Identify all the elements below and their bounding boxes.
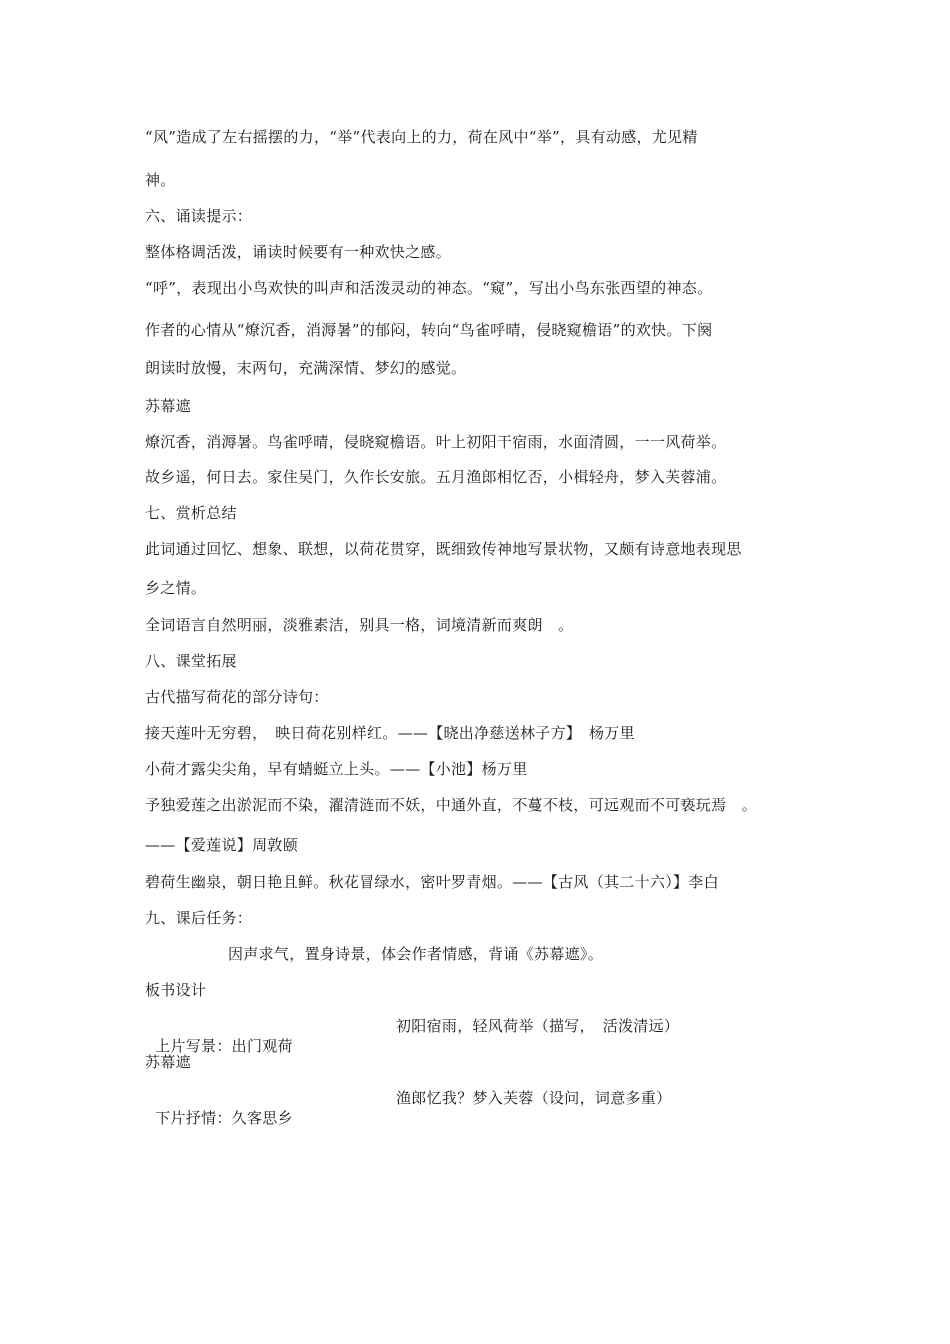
poem-line: 燎沉香，消溽暑。鸟雀呼晴，侵晓窥檐语。叶上初阳干宿雨，水面清圆，一一风荷举。: [145, 433, 727, 451]
text-line: 作者的心情从“燎沉香，消溽暑”的郁闷，转向“鸟雀呼晴，侵晓窥檐语”的欢快。下阕: [145, 321, 713, 339]
text-line: 整体格调活泼，诵读时候要有一种欢快之感。: [145, 243, 452, 261]
section-heading: 八、课堂拓展: [145, 652, 237, 670]
text-line: 全词语言自然明丽，淡雅素洁，别具一格，词境清新而爽朗 。: [145, 616, 574, 634]
board-right-cell: 渔郎忆我？梦入芙蓉（设问，词意多重）: [396, 1089, 672, 1107]
board-left-cell: 上片写景：出门观荷: [155, 1037, 293, 1055]
text-line: 此词通过回忆、想象、联想，以荷花贯穿，既细致传神地写景状物，又颇有诗意地表现思: [145, 540, 742, 558]
quote-line: 接天莲叶无穷碧， 映日荷花别样红。——【晓出净慈送林子方】 杨万里: [145, 724, 635, 742]
quote-line: 予独爱莲之出淤泥而不染，濯清涟而不妖，中通外直，不蔓不枝，可远观而不可亵玩焉 。: [145, 796, 758, 814]
board-row: [145, 1088, 845, 1148]
section-heading: 六、诵读提示：: [145, 207, 253, 225]
quote-source: ——【爱莲说】周敦颐: [145, 836, 299, 854]
text-line: 朗读时放慢，末两句，充满深情、梦幻的感觉。: [145, 359, 467, 377]
text-line: 古代描写荷花的部分诗句：: [145, 688, 329, 706]
board-title: 苏幕遮: [145, 1053, 191, 1071]
board-heading: 板书设计: [145, 981, 207, 999]
task-text: 因声求气，置身诗景，体会作者情感，背诵《苏幕遮》。: [228, 945, 604, 963]
section-heading: 七、赏析总结: [145, 504, 237, 522]
board-left-cell: 下片抒情：久客思乡: [155, 1109, 293, 1127]
poem-line: 故乡遥，何日去。家住吴门，久作长安旅。五月渔郎相忆否，小楫轻舟，梦入芙蓉浦。: [145, 468, 727, 486]
section-heading: 九、课后任务：: [145, 909, 253, 927]
text-line: “风”造成了左右摇摆的力，“举”代表向上的力，荷在风中“举”，具有动感，尤见精: [145, 128, 698, 146]
quote-line: 小荷才露尖尖角，早有蜻蜓立上头。——【小池】杨万里: [145, 760, 528, 778]
text-line: “呼”，表现出小鸟欢快的叫声和活泼灵动的神态。“窥”，写出小鸟东张西望的神态。: [145, 279, 713, 297]
poem-title: 苏幕遮: [145, 397, 191, 415]
board-row: [145, 1016, 845, 1076]
text-line: 神。: [145, 171, 176, 189]
board-right-cell: 初阳宿雨，轻风荷举（描写， 活泼清远）: [396, 1017, 680, 1035]
quote-line: 碧荷生幽泉，朝日艳且鲜。秋花冒绿水，密叶罗青烟。——【古风（其二十六）】李白: [145, 873, 719, 891]
text-line: 乡之情。: [145, 579, 207, 597]
